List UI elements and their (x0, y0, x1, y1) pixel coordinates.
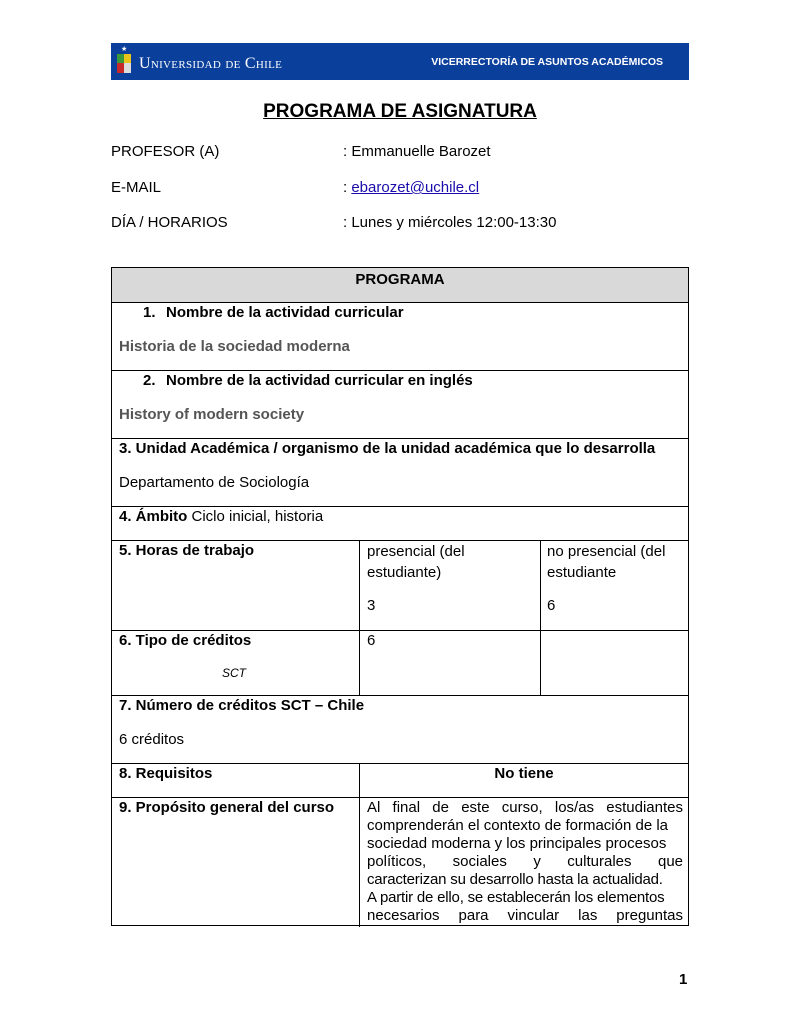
professor-label: PROFESOR (A) (111, 143, 220, 160)
row6-value: 6 (367, 632, 376, 649)
row5-presencial-value: 3 (367, 597, 376, 614)
row3-value: Departamento de Sociología (119, 474, 310, 491)
row9-text: Al final de este curso, los/as estudiantes comprenderán el contexto de formación de la sociedad moderna y los principales procesos políticos, sociales y culturales que caracterizan su desarrollo hasta la actualidad. A partir de ello, se establecerán los elementos necesarios para vincular las preguntas (367, 799, 683, 924)
row5-no-presencial-value: 6 (547, 597, 556, 614)
university-logo-icon: ★ (117, 48, 131, 76)
row6-title: 6. Tipo de créditos (119, 632, 252, 649)
schedule-value: : Lunes y miércoles 12:00-13:30 (343, 214, 557, 231)
row9-title: 9. Propósito general del curso (119, 799, 335, 816)
row7-value: 6 créditos (119, 731, 185, 748)
row2-title: Nombre de la actividad curricular en inglés (166, 372, 473, 389)
unit-name: VICERRECTORÍA DE ASUNTOS ACADÉMICOS (431, 56, 663, 68)
header-banner (111, 43, 689, 80)
table-header-label: PROGRAMA (355, 271, 445, 288)
row5-title: 5. Horas de trabajo (119, 542, 255, 559)
row5-no-presencial-label: no presencial (del estudiante (547, 543, 666, 581)
email-prefix: : (343, 179, 352, 196)
row2-value: History of modern society (119, 406, 305, 423)
row3-title: 3. Unidad Académica / organismo de la unidad académica que lo desarrolla (119, 440, 656, 457)
row5-presencial-label: presencial (del estudiante) (367, 543, 465, 581)
row2-number: 2. (143, 372, 156, 389)
professor-value: : Emmanuelle Barozet (343, 143, 491, 160)
row1-title: Nombre de la actividad curricular (166, 304, 404, 321)
row7-title: 7. Número de créditos SCT – Chile (119, 697, 365, 714)
row6-sub: SCT (222, 666, 246, 680)
page-title: PROGRAMA DE ASIGNATURA (263, 101, 537, 122)
program-table (111, 267, 689, 926)
email-link[interactable]: ebarozet@uchile.cl (351, 179, 480, 196)
page-number: 1 (679, 971, 688, 988)
row4-value: Ciclo inicial, historia (187, 508, 324, 525)
row8-title: 8. Requisitos (119, 765, 213, 782)
row1-number: 1. (143, 304, 156, 321)
university-name: Universidad de Chile (139, 55, 283, 72)
row4-title: 4. Ámbito (119, 508, 188, 525)
row1-value: Historia de la sociedad moderna (119, 338, 350, 355)
row8-value: No tiene (494, 765, 554, 782)
schedule-label: DÍA / HORARIOS (111, 214, 228, 231)
email-label: E-MAIL (111, 179, 162, 196)
